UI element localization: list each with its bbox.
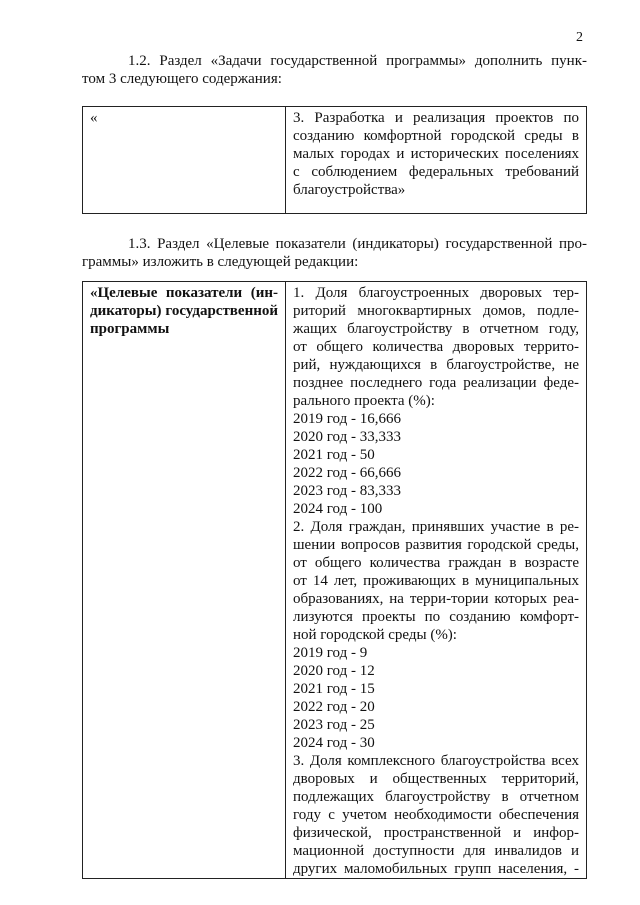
text-line: дикаторы) государственной (90, 303, 278, 319)
text-line: с соблюдением федеральных требований (293, 164, 579, 180)
paragraph-1-3 (82, 235, 587, 271)
tasks-table-left-cell: « (83, 107, 286, 214)
indicators-list (293, 284, 579, 878)
tasks-table-right-cell (286, 107, 587, 214)
text-line: риторий многоквартирных домов, подле- (293, 303, 579, 319)
text-line: 2019 год - 16,666 (293, 411, 401, 427)
text-line: 3. Разработка и реализация проектов по (293, 110, 579, 126)
paragraph-1-2 (82, 52, 587, 88)
text-line: подлежащих благоустройству в отчетном (293, 789, 579, 805)
indicators-table-left-cell (83, 282, 286, 879)
text-line: дворовых и общественных территорий, (293, 771, 579, 787)
text-line: 2021 год - 50 (293, 447, 375, 463)
indicators-table-right-cell (286, 282, 587, 879)
text-line: лизуются проекты по созданию комфорт- (293, 609, 579, 625)
text-line: 2023 год - 83,333 (293, 483, 401, 499)
page-number: 2 (576, 30, 583, 45)
text-line: позднее последнего года реализации феде- (293, 375, 579, 391)
text-line: шении вопросов развития городской среды, (293, 537, 579, 553)
text-line: образованиях, на терри-тории которых реа- (293, 591, 579, 607)
text-line: 2022 год - 66,666 (293, 465, 401, 481)
text-line: 2024 год - 100 (293, 501, 383, 517)
text-line: 2019 год - 9 (293, 645, 368, 661)
text-line: жащих благоустройству в отчетном году, (293, 321, 579, 337)
text-line: рального проекта (%): (293, 393, 435, 409)
text-line: от общего количества дворовых террито- (293, 339, 579, 355)
text-line: году с учетом необходимости обеспечения (293, 807, 579, 823)
text-line: мационной доступности для инвалидов и (293, 843, 579, 859)
paragraph-line: 1.2. Раздел «Задачи государственной программы» дополнить пунк- (128, 53, 587, 69)
text-line: 3. Доля комплексного благоустройства всех (293, 753, 579, 769)
paragraph-line: граммы» изложить в следующей редакции: (82, 254, 359, 270)
tasks-table (82, 106, 587, 214)
text-line: от 14 лет, проживающих в муниципальных (293, 573, 579, 589)
text-line: 1. Доля благоустроенных дворовых тер- (293, 285, 579, 301)
text-line: других маломобильных групп населения, - (293, 861, 579, 877)
indicators-heading (90, 284, 278, 338)
text-line: от общего количества граждан в возрасте (293, 555, 579, 571)
text-line: малых городах и исторических поселениях (293, 146, 579, 162)
indicators-table (82, 281, 587, 879)
text-line: 2. Доля граждан, принявших участие в ре- (293, 519, 579, 535)
text-line: физической, пространственной и инфор- (293, 825, 579, 841)
text-line: 2021 год - 15 (293, 681, 375, 697)
text-line: программы (90, 321, 170, 337)
text-line: рий, нуждающихся в благоустройстве, не (293, 357, 579, 373)
tasks-table-text (293, 109, 579, 199)
text-line: 2020 год - 12 (293, 663, 375, 679)
paragraph-line: том 3 следующего содержания: (82, 71, 282, 87)
text-line: «Целевые показатели (ин- (90, 285, 278, 301)
paragraph-line: 1.3. Раздел «Целевые показатели (индикаторы) государственной про- (128, 236, 587, 252)
text-line: благоустройства» (293, 182, 406, 198)
text-line: ной городской среды (%): (293, 627, 457, 643)
text-line: 2023 год - 25 (293, 717, 375, 733)
text-line: 2024 год - 30 (293, 735, 375, 751)
text-line: 2020 год - 33,333 (293, 429, 401, 445)
text-line: созданию комфортной городской среды в (293, 128, 579, 144)
text-line: 2022 год - 20 (293, 699, 375, 715)
